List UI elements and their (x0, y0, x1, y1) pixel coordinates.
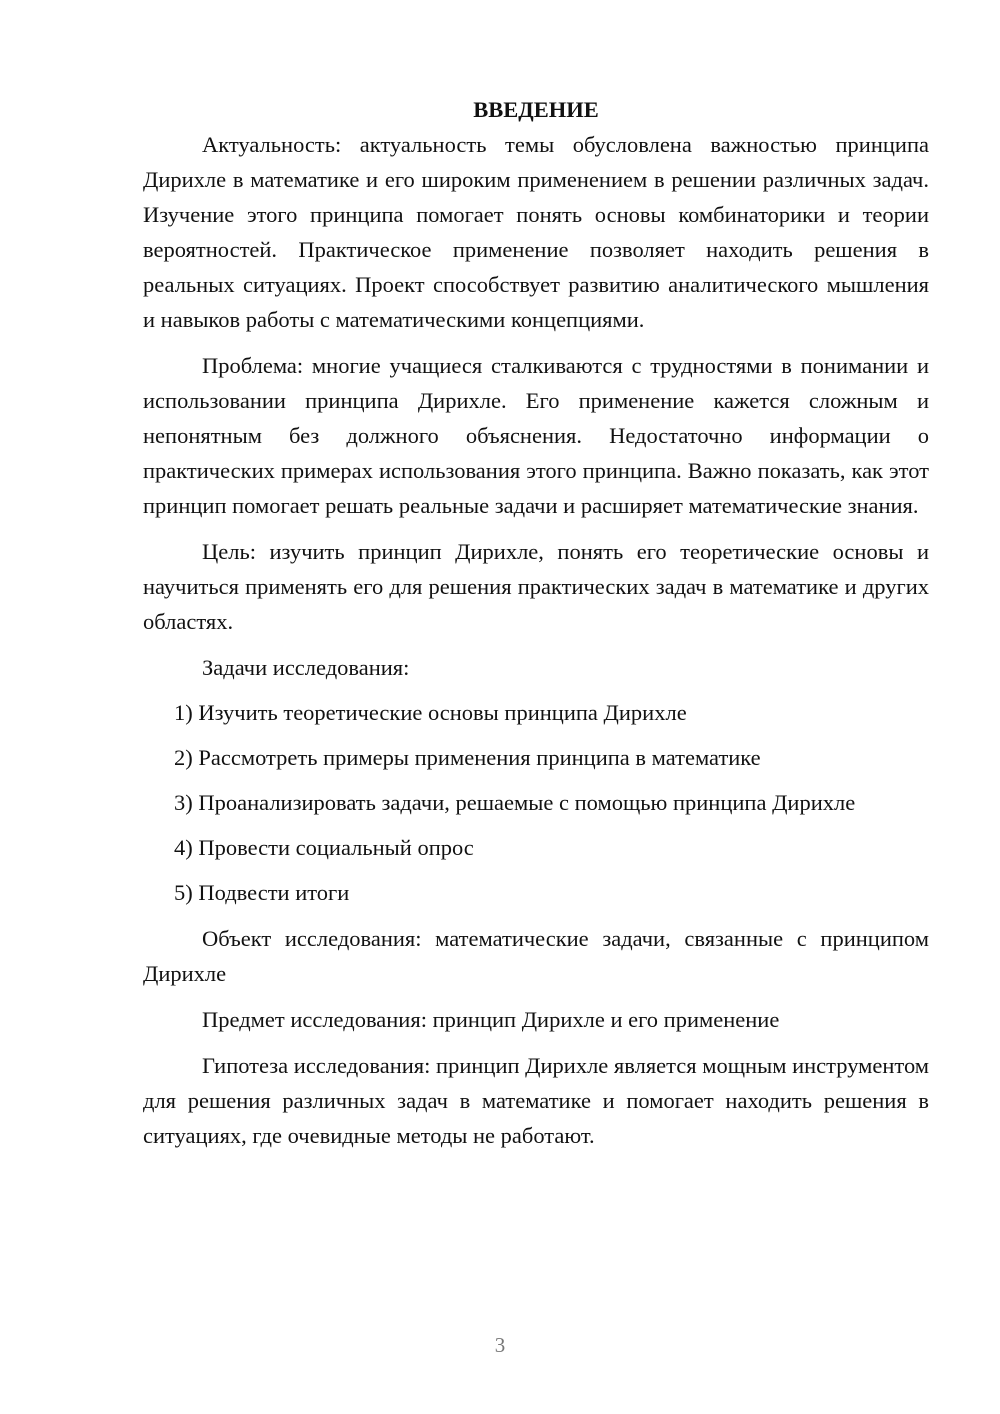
task-item-2: 2) Рассмотреть примеры применения принципа в математике (174, 745, 761, 770)
task-item-4: 4) Провести социальный опрос (174, 835, 474, 860)
goal-paragraph: Цель: изучить принцип Дирихле, понять его теоретические основы и научиться применять его для решения практических задач в математике и других областях. (143, 539, 929, 634)
document-page (143, 92, 929, 1153)
tasks-heading: Задачи исследования: (202, 655, 410, 680)
subject-paragraph: Предмет исследования: принцип Дирихле и его применение (202, 1007, 780, 1032)
object-paragraph: Объект исследования: математические задачи, связанные с принципом Дирихле (143, 926, 929, 986)
task-item-3: 3) Проанализировать задачи, решаемые с помощью принципа Дирихле (174, 790, 856, 815)
section-title: ВВЕДЕНИЕ (473, 97, 599, 122)
task-item-5: 5) Подвести итоги (174, 880, 350, 905)
page-number: 3 (494, 1333, 506, 1357)
hypothesis-paragraph: Гипотеза исследования: принцип Дирихле является мощным инструментом для решения различных задач в математике и помогает находить решения в ситуациях, где очевидные методы не работают. (143, 1053, 930, 1148)
relevance-paragraph: Актуальность: актуальность темы обусловлена важностью принципа Дирихле в математике и его широким применением в решении различных задач. Изучение этого принципа помогает понять основы комбинаторики и теории вероятностей. Практическое применение позволяет находить решения в реальных ситуациях. Проект способствует развитию аналитического мышления и навыков работы с математическими концепциями. (143, 132, 929, 332)
problem-paragraph: Проблема: многие учащиеся сталкиваются с трудностями в понимании и использовании принципа Дирихле. Его применение кажется сложным и непонятным без должного объяснения. Недостаточно информации о практических примерах использования этого принципа. Важно показать, как этот принцип помогает решать реальные задачи и расширяет математические знания. (143, 353, 929, 518)
task-item-1: 1) Изучить теоретические основы принципа Дирихле (174, 700, 687, 725)
tasks-list (143, 695, 929, 910)
